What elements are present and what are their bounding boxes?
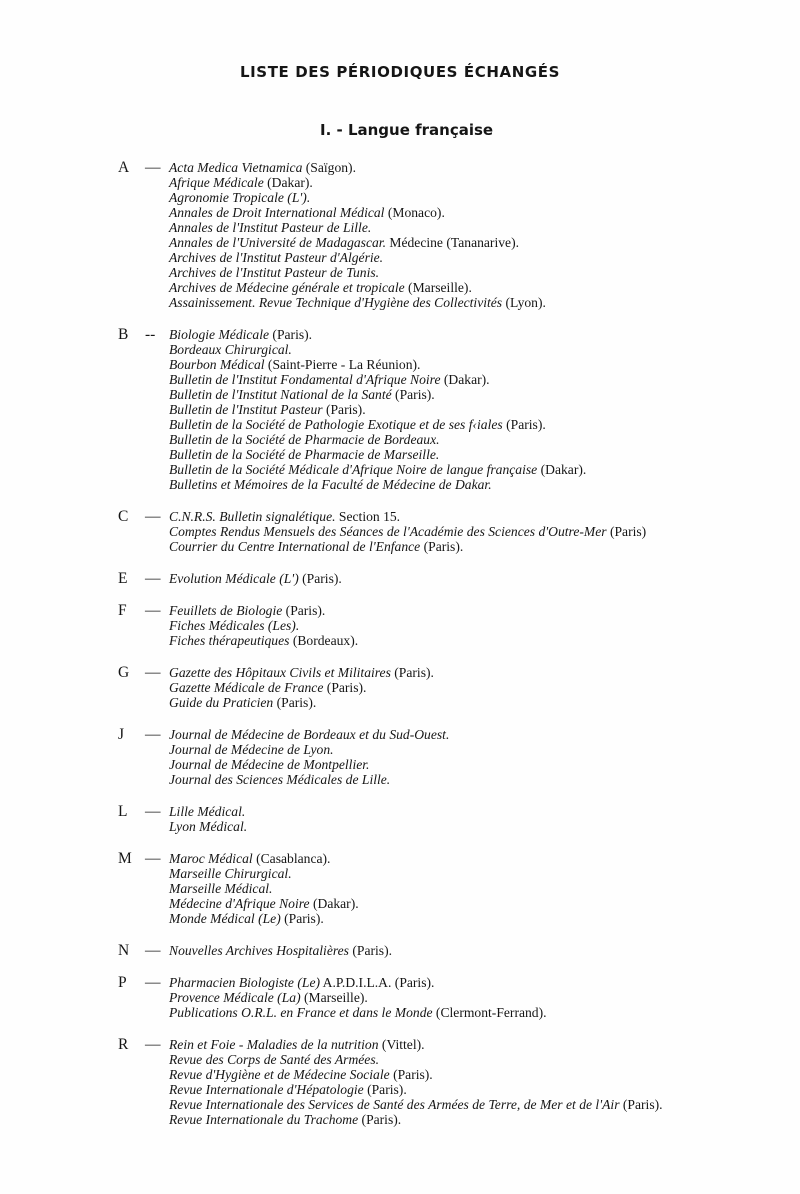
periodical-location: (Paris). — [619, 1097, 663, 1112]
periodical-location: (Saïgon). — [302, 160, 356, 175]
section-letter: A — [118, 159, 130, 176]
section-dash: -- — [145, 326, 156, 343]
periodical-title: Comptes Rendus Mensuels des Séances de l'Académie des Sciences d'Outre-Mer — [169, 524, 607, 539]
periodical-title: Rein et Foie - Maladies de la nutrition — [169, 1037, 379, 1052]
periodical-entry — [169, 1037, 759, 1052]
periodical-title: Lille Médical. — [169, 804, 246, 819]
periodical-title: Monde Médical (Le) — [169, 911, 281, 926]
periodical-entry — [169, 432, 759, 447]
periodical-title: Journal des Sciences Médicales de Lille. — [169, 772, 391, 787]
periodical-location: (Dakar). — [440, 372, 490, 387]
periodical-location: (Paris). — [420, 539, 464, 554]
periodical-title: Pharmacien Biologiste (Le) — [169, 975, 321, 990]
periodical-entry — [169, 295, 759, 310]
periodical-title: Revue d'Hygiène et de Médecine Sociale — [169, 1067, 390, 1082]
periodical-entry — [169, 571, 759, 586]
periodical-entry — [169, 911, 759, 926]
periodical-title: Afrique Médicale — [169, 175, 264, 190]
section-dash: — — [145, 803, 161, 820]
letter-section-p — [0, 975, 800, 1020]
periodical-location: (Paris) — [606, 524, 647, 539]
section-dash: — — [145, 974, 161, 991]
letter-section-r — [0, 1037, 800, 1127]
periodical-entry — [169, 342, 759, 357]
periodical-entry — [169, 387, 759, 402]
periodical-title: Annales de l'Université de Madagascar. — [169, 235, 386, 250]
periodical-title: C.N.R.S. Bulletin signalétique. — [169, 509, 336, 524]
periodical-location: (Paris). — [298, 571, 342, 586]
section-dash: — — [145, 570, 161, 587]
letter-section-e — [0, 571, 800, 586]
periodical-title: Guide du Praticien — [169, 695, 274, 710]
periodical-location: (Paris). — [323, 680, 367, 695]
periodical-title: Evolution Médicale (L') — [169, 571, 299, 586]
letter-section-l — [0, 804, 800, 834]
periodical-location: (Lyon). — [502, 295, 546, 310]
periodical-location: (Paris). — [280, 911, 324, 926]
periodical-location: (Paris). — [502, 417, 546, 432]
periodical-entry — [169, 866, 759, 881]
periodical-entry — [169, 757, 759, 772]
letter-section-c — [0, 509, 800, 554]
periodical-location: (Bordeaux). — [289, 633, 359, 648]
periodical-entry — [169, 462, 759, 477]
periodical-location: Section 15. — [335, 509, 401, 524]
periodical-title: Courrier du Centre International de l'Enfance — [169, 539, 421, 554]
letter-section-g — [0, 665, 800, 710]
letter-section-j — [0, 727, 800, 787]
periodical-location: (Marseille). — [300, 990, 368, 1005]
periodical-entry — [169, 1097, 759, 1112]
periodical-location: (Paris). — [282, 603, 326, 618]
section-dash: — — [145, 942, 161, 959]
section-dash: — — [145, 1036, 161, 1053]
periodical-entry — [169, 1005, 759, 1020]
letter-section-a — [0, 160, 800, 310]
periodical-entry — [169, 1082, 759, 1097]
periodical-title: Fiches thérapeutiques — [169, 633, 290, 648]
periodical-title: Archives de l'Institut Pasteur de Tunis. — [169, 265, 380, 280]
section-letter: L — [118, 803, 128, 820]
periodical-entry — [169, 477, 759, 492]
periodical-location: (Paris). — [389, 1067, 433, 1082]
periodical-entry — [169, 851, 759, 866]
periodical-title: Journal de Médecine de Montpellier. — [169, 757, 370, 772]
periodical-location: (Casablanca). — [252, 851, 331, 866]
periodical-entry — [169, 250, 759, 265]
periodical-title: Bulletin de la Société de Pharmacie de Bordeaux. — [169, 432, 440, 447]
periodical-entry — [169, 881, 759, 896]
periodical-entry — [169, 1112, 759, 1127]
section-dash: — — [145, 602, 161, 619]
periodical-title: Bulletin de la Société Médicale d'Afrique Noire de langue française — [169, 462, 538, 477]
periodical-entry — [169, 265, 759, 280]
periodical-title: Bulletin de la Société de Pharmacie de Marseille. — [169, 447, 440, 462]
periodical-title: Revue des Corps de Santé des Armées. — [169, 1052, 380, 1067]
periodical-entry — [169, 1067, 759, 1082]
periodical-title: Bourbon Médical — [169, 357, 265, 372]
section-letter: E — [118, 570, 128, 587]
periodical-title: Archives de l'Institut Pasteur d'Algérie. — [169, 250, 384, 265]
periodical-location: (Vittel). — [378, 1037, 425, 1052]
periodical-title: Bulletins et Mémoires de la Faculté de Médecine de Dakar. — [169, 477, 492, 492]
periodical-entry — [169, 1052, 759, 1067]
page-title: LISTE DES PÉRIODIQUES ÉCHANGÉS — [239, 63, 561, 81]
section-letter: P — [118, 974, 127, 991]
periodical-entry — [169, 975, 759, 990]
periodical-title: Revue Internationale d'Hépatologie — [169, 1082, 364, 1097]
periodical-entry — [169, 804, 759, 819]
periodicals-list — [0, 160, 800, 1144]
section-letter: R — [118, 1036, 129, 1053]
periodical-entry — [169, 357, 759, 372]
periodical-location: (Paris). — [322, 402, 366, 417]
periodical-title: Annales de l'Institut Pasteur de Lille. — [169, 220, 372, 235]
periodical-location: (Paris). — [358, 1112, 402, 1127]
periodical-title: Biologie Médicale — [169, 327, 270, 342]
periodical-title: Agronomie Tropicale (L'). — [169, 190, 311, 205]
periodical-title: Gazette Médicale de France — [169, 680, 324, 695]
section-dash: — — [145, 159, 161, 176]
periodical-title: Nouvelles Archives Hospitalières — [169, 943, 349, 958]
periodical-location: (Paris). — [391, 387, 435, 402]
periodical-location: (Dakar). — [263, 175, 313, 190]
periodical-entry — [169, 190, 759, 205]
periodical-entry — [169, 539, 759, 554]
periodical-entry — [169, 417, 759, 432]
periodical-entry — [169, 990, 759, 1005]
periodical-title: Maroc Médical — [169, 851, 253, 866]
periodical-entry — [169, 819, 759, 834]
periodical-location: (Paris). — [269, 327, 313, 342]
periodical-location: (Marseille). — [404, 280, 472, 295]
periodical-title: Feuillets de Biologie — [169, 603, 283, 618]
periodical-location: (Dakar). — [309, 896, 359, 911]
periodical-title: Journal de Médecine de Bordeaux et du Sud-Ouest. — [169, 727, 450, 742]
periodical-title: Bordeaux Chirurgical. — [169, 342, 292, 357]
periodical-entry — [169, 175, 759, 190]
periodical-title: Bulletin de l'Institut National de la Santé — [169, 387, 392, 402]
section-letter: J — [118, 726, 125, 743]
periodical-title: Provence Médicale (La) — [169, 990, 301, 1005]
section-dash: — — [145, 508, 161, 525]
periodical-entry — [169, 603, 759, 618]
periodical-entry — [169, 665, 759, 680]
periodical-title: Publications O.R.L. en France et dans le Monde — [169, 1005, 433, 1020]
periodical-title: Gazette des Hôpitaux Civils et Militaires — [169, 665, 391, 680]
periodical-title: Bulletin de l'Institut Fondamental d'Afrique Noire — [169, 372, 441, 387]
section-letter: C — [118, 508, 129, 525]
periodical-entry — [169, 235, 759, 250]
periodical-location: (Saint-Pierre - La Réunion). — [264, 357, 421, 372]
letter-section-b — [0, 327, 800, 492]
periodical-title: Marseille Chirurgical. — [169, 866, 292, 881]
periodical-title: Revue Internationale des Services de Santé des Armées de Terre, de Mer et de l'Air — [169, 1097, 620, 1112]
section-dash: — — [145, 850, 161, 867]
periodical-title: Acta Medica Vietnamica — [169, 160, 303, 175]
periodical-title: Marseille Médical. — [169, 881, 273, 896]
periodical-location: (Paris). — [273, 695, 317, 710]
periodical-title: Assainissement. Revue Technique d'Hygiène des Collectivités — [169, 295, 503, 310]
periodical-title: Annales de Droit International Médical — [169, 205, 385, 220]
section-subtitle: I. - Langue française — [320, 121, 494, 139]
periodical-entry — [169, 633, 759, 648]
letter-section-n — [0, 943, 800, 958]
section-letter: M — [118, 850, 132, 867]
section-letter: B — [118, 326, 129, 343]
periodical-title: Bulletin de l'Institut Pasteur — [169, 402, 323, 417]
periodical-entry — [169, 160, 759, 175]
periodical-entry — [169, 896, 759, 911]
periodical-title: Bulletin de la Société de Pathologie Exotique et de ses f‹iales — [169, 417, 503, 432]
periodical-entry — [169, 618, 759, 633]
periodical-location: (Clermont-Ferrand). — [432, 1005, 547, 1020]
periodical-title: Médecine d'Afrique Noire — [169, 896, 310, 911]
section-dash: — — [145, 726, 161, 743]
periodical-location: (Paris). — [363, 1082, 407, 1097]
periodical-entry — [169, 372, 759, 387]
section-dash: — — [145, 664, 161, 681]
periodical-entry — [169, 524, 759, 539]
periodical-entry — [169, 509, 759, 524]
periodical-entry — [169, 742, 759, 757]
periodical-entry — [169, 727, 759, 742]
periodical-entry — [169, 220, 759, 235]
periodical-entry — [169, 327, 759, 342]
periodical-entry — [169, 447, 759, 462]
periodical-location: (Paris). — [348, 943, 393, 958]
periodical-location: (Dakar). — [537, 462, 587, 477]
periodical-entry — [169, 695, 759, 710]
periodical-title: Lyon Médical. — [169, 819, 248, 834]
periodical-entry — [169, 943, 759, 958]
periodical-location: A.P.D.I.L.A. (Paris). — [320, 975, 435, 990]
periodical-title: Fiches Médicales (Les). — [169, 618, 300, 633]
periodical-title: Journal de Médecine de Lyon. — [169, 742, 334, 757]
periodical-location: (Paris). — [390, 665, 434, 680]
periodical-entry — [169, 772, 759, 787]
periodical-title: Archives de Médecine générale et tropicale — [169, 280, 405, 295]
letter-section-f — [0, 603, 800, 648]
periodical-entry — [169, 402, 759, 417]
periodical-location: (Monaco). — [384, 205, 445, 220]
section-letter: G — [118, 664, 130, 681]
section-letter: F — [118, 602, 127, 619]
section-letter: N — [118, 942, 130, 959]
periodical-entry — [169, 680, 759, 695]
periodical-entry — [169, 280, 759, 295]
periodical-entry — [169, 205, 759, 220]
periodical-title: Revue Internationale du Trachome — [169, 1112, 359, 1127]
letter-section-m — [0, 851, 800, 926]
periodical-location: Médecine (Tananarive). — [385, 235, 519, 250]
